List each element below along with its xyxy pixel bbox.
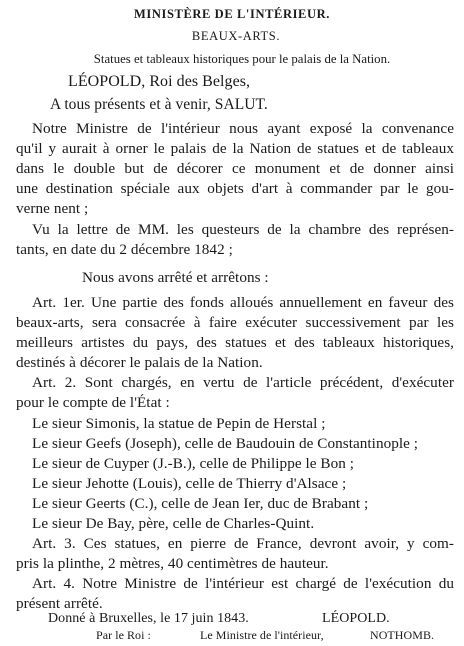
article-3-line: pris la plinthe, 2 mètres, 40 centimètres de hauteur. [16,555,329,572]
ministry-heading: MINISTÈRE DE L'INTÉRIEUR. [134,7,330,21]
assignment-item: Le sieur De Bay, père, celle de Charles-Quint. [32,515,315,532]
vu-line: tants, en date du 2 décembre 1842 ; [16,241,233,258]
article-4-line: Art. 4. Notre Ministre de l'intérieur est chargé de l'exécution du [32,575,454,592]
preamble-line: verne nent ; [16,200,89,217]
article-3-line: Art. 3. Ces statues, en pierre de France, devront avoir, y com- [32,535,454,552]
article-4-line: présent arrêté. [16,595,103,612]
assignment-item: Le sieur Geerts (C.), celle de Jean Ier, duc de Brabant ; [32,495,369,512]
minister-name: NOTHOMB. [370,628,435,642]
article-2-line: Art. 2. Sont chargés, en vertu de l'article précédent, d'exécuter [32,374,454,391]
subject-line: Statues et tableaux historiques pour le palais de la Nation. [93,52,391,66]
preamble-line: Notre Ministre de l'intérieur nous ayant exposé la convenance [32,120,454,137]
vu-line: Vu la lettre de MM. les questeurs de la chambre des représen- [32,221,454,238]
article-1-line: Art. 1er. Une partie des fonds alloués annuellement en faveur des [32,294,454,311]
article-2-line: pour le compte de l'État : [16,394,170,411]
decree-formula: Nous avons arrêté et arrêtons : [82,269,269,286]
article-1-line: beaux-arts, sera consacrée à faire exécuter successivement par les [16,314,454,331]
article-1-line: destinés à décorer le palais de la Nation. [16,354,263,371]
preamble-line: qu'il y aurait à orner le palais de la Nation de statues et de tableaux [16,140,454,157]
assignment-item: Le sieur Simonis, la statue de Pepin de Herstal ; [32,415,326,432]
assignment-item: Le sieur Jehotte (Louis), celle de Thierry d'Alsace ; [32,475,347,492]
par-le-roi: Par le Roi : [96,628,151,642]
greeting-line: A tous présents et à venir, SALUT. [50,96,268,113]
article-1-line: meilleurs artistes du pays, des statues et des tableaux historiques, [16,334,454,351]
king-line: LÉOPOLD, Roi des Belges, [68,73,251,90]
preamble-line: une destination spéciale aux objets d'art à commander par le gou- [16,180,454,197]
minister-title: Le Ministre de l'intérieur, [200,628,324,642]
preamble-line: dans le double but de décorer ce monument et de donner ainsi [16,160,454,177]
date-line: Donné à Bruxelles, le 17 juin 1843. [48,611,249,626]
section-heading: BEAUX-ARTS. [191,29,281,43]
assignment-item: Le sieur Geefs (Joseph), celle de Baudouin de Constantinople ; [32,435,419,452]
royal-signature: LÉOPOLD. [322,611,390,626]
assignment-item: Le sieur de Cuyper (J.-B.), celle de Philippe le Bon ; [32,455,354,472]
